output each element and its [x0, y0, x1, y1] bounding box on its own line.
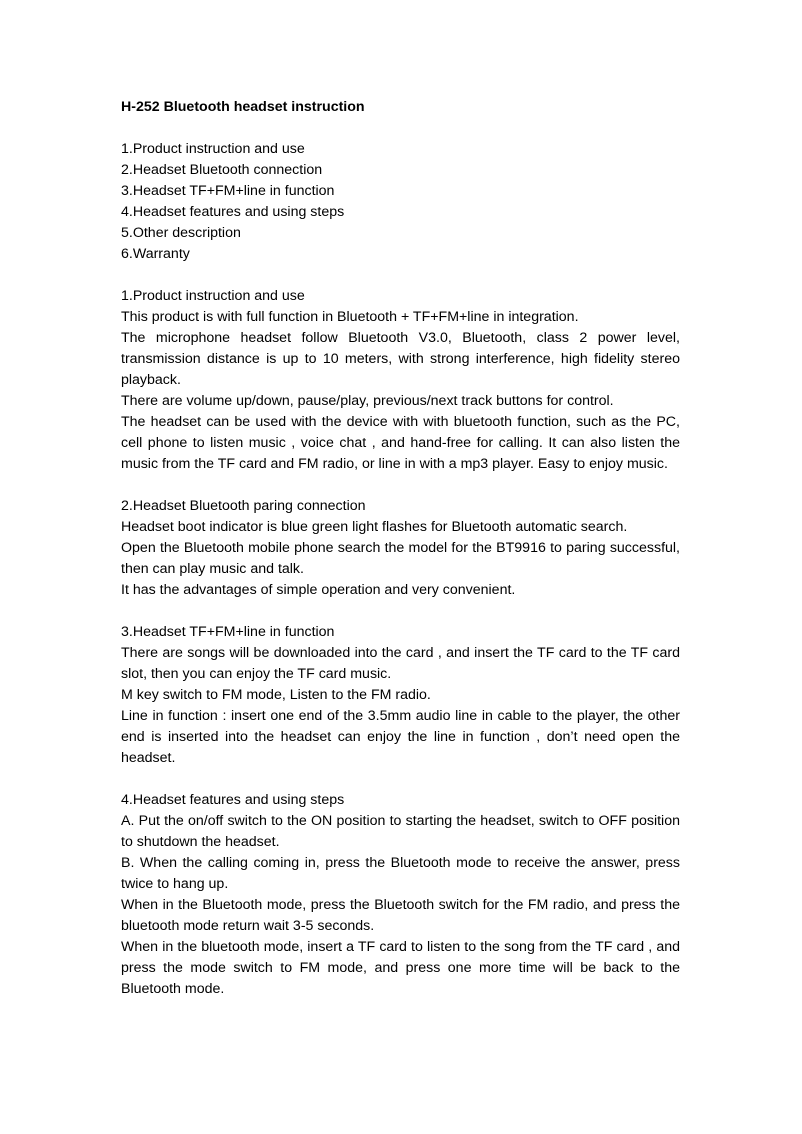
paragraph: Headset boot indicator is blue green light flashes for Bluetooth automatic search. — [121, 519, 628, 535]
paragraph: B. When the calling coming in, press the Bluetooth mode to receive the answer, press twice to hang up. — [121, 855, 680, 892]
paragraph: Line in function : insert one end of the 3.5mm audio line in cable to the player, the other end is inserted into the headset can enjoy the line in function , don’t need open the headset. — [121, 708, 680, 766]
document-page — [121, 97, 680, 1021]
toc-item: 6.Warranty — [121, 246, 190, 262]
toc-item: 5.Other description — [121, 225, 241, 241]
toc-item: 2.Headset Bluetooth connection — [121, 162, 323, 178]
section-heading: 1.Product instruction and use — [121, 288, 305, 304]
toc-item: 3.Headset TF+FM+line in function — [121, 183, 335, 199]
paragraph: M key switch to FM mode, Listen to the FM radio. — [121, 687, 431, 703]
paragraph: A. Put the on/off switch to the ON position to starting the headset, switch to OFF position to shutdown the headset. — [121, 813, 680, 850]
paragraph: Open the Bluetooth mobile phone search the model for the BT9916 to paring successful, then can play music and talk. — [121, 540, 680, 577]
document-title: H-252 Bluetooth headset instruction — [121, 99, 365, 115]
paragraph: There are songs will be downloaded into the card , and insert the TF card to the TF card slot, then you can enjoy the TF card music. — [121, 645, 680, 682]
section-product-instruction — [121, 286, 680, 475]
section-features-steps — [121, 790, 680, 1000]
section-heading: 4.Headset features and using steps — [121, 792, 345, 808]
paragraph: The microphone headset follow Bluetooth V3.0, Bluetooth, class 2 power level, transmission distance is up to 10 meters, with strong interference, high fidelity stereo playback. — [121, 330, 680, 388]
toc-item: 4.Headset features and using steps — [121, 204, 345, 220]
section-heading: 3.Headset TF+FM+line in function — [121, 624, 335, 640]
toc-item: 1.Product instruction and use — [121, 141, 305, 157]
section-bluetooth-connection — [121, 496, 680, 601]
paragraph: It has the advantages of simple operation and very convenient. — [121, 582, 516, 598]
paragraph: This product is with full function in Bluetooth + TF+FM+line in integration. — [121, 309, 579, 325]
paragraph: There are volume up/down, pause/play, previous/next track buttons for control. — [121, 393, 614, 409]
paragraph: When in the Bluetooth mode, press the Bluetooth switch for the FM radio, and press the bluetooth mode return wait 3-5 seconds. — [121, 897, 680, 934]
paragraph: When in the bluetooth mode, insert a TF card to listen to the song from the TF card , and press the mode switch to FM mode, and press one more time will be back to the Bluetooth mode. — [121, 939, 680, 997]
table-of-contents — [121, 139, 680, 265]
section-heading: 2.Headset Bluetooth paring connection — [121, 498, 366, 514]
paragraph: The headset can be used with the device with with bluetooth function, such as the PC, cell phone to listen music , voice chat , and hand-free for calling. It can also listen the music from the TF card and FM radio, or line in with a mp3 player. Easy to enjoy music. — [121, 414, 680, 472]
section-tf-fm-line-in — [121, 622, 680, 769]
